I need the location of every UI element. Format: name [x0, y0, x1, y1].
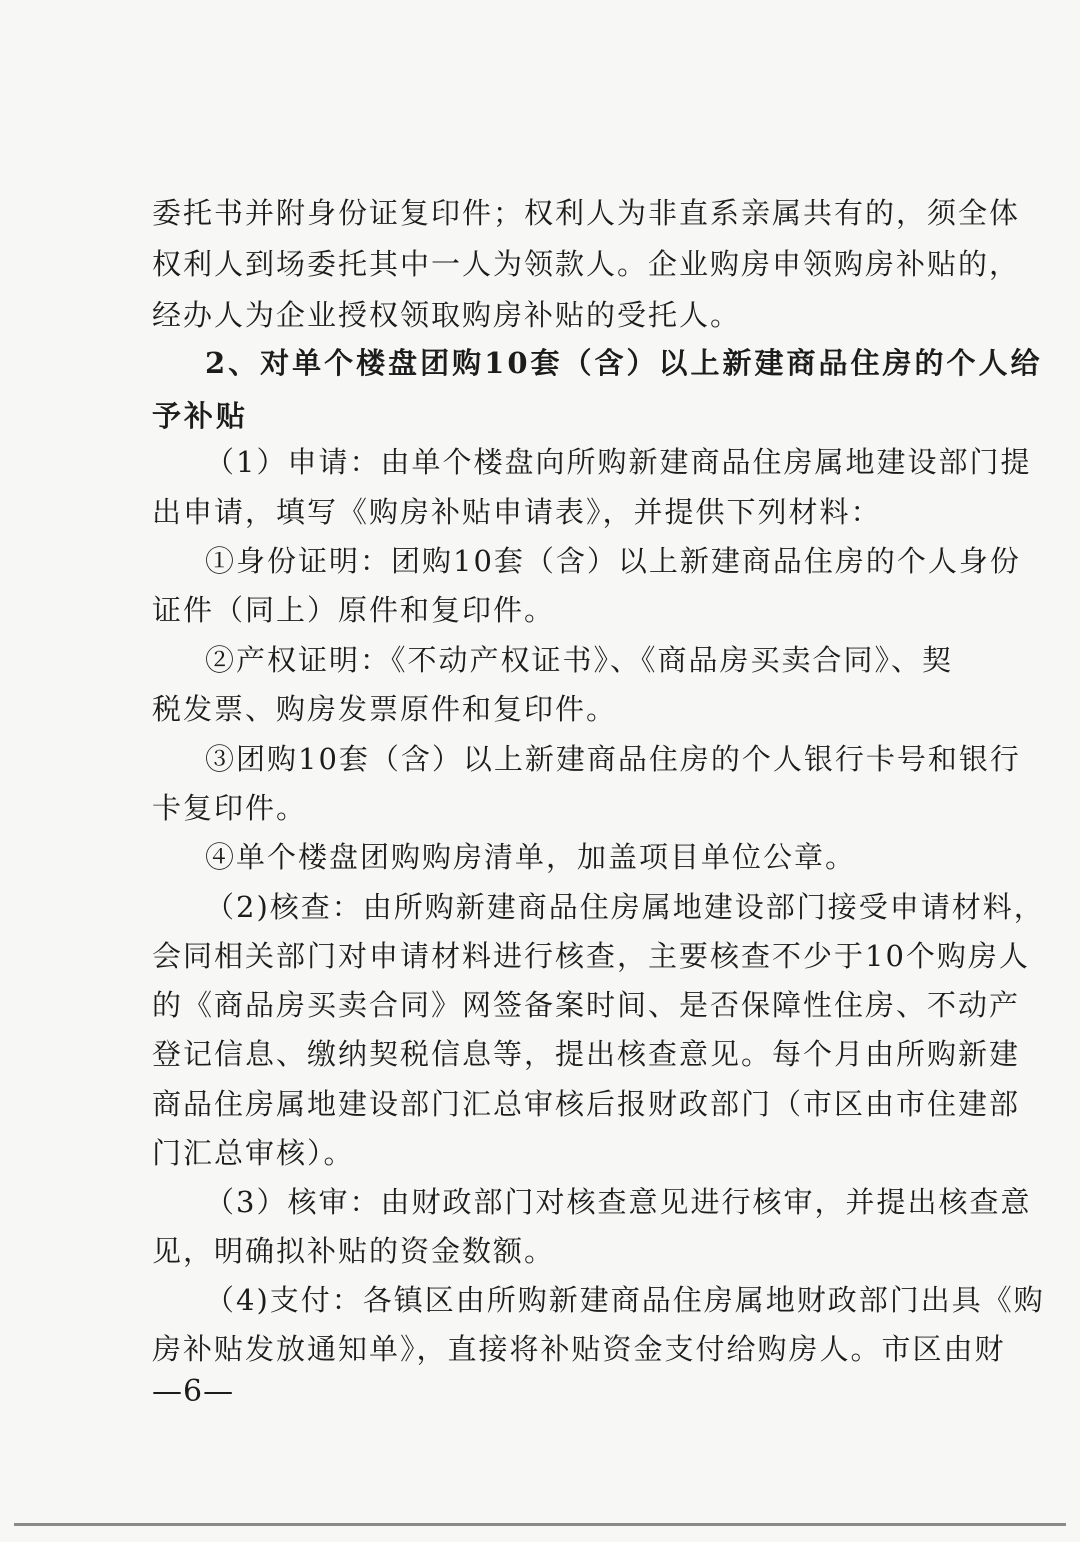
text-line: （3）核审：由财政部门对核查意见进行核审，并提出核查意 — [205, 1185, 1032, 1219]
section-heading: 2、对单个楼盘团购10套（含）以上新建商品住房的个人给 — [205, 346, 1043, 380]
text-line: 房补贴发放通知单》，直接将补贴资金支付给购房人。市区由财 — [152, 1332, 1006, 1366]
list-item: ④单个楼盘团购购房清单，加盖项目单位公章。 — [205, 840, 857, 874]
text-line: （1）申请：由单个楼盘向所购新建商品住房属地建设部门提 — [205, 445, 1032, 479]
text-line: 门汇总审核）。 — [152, 1136, 355, 1170]
text-line: 卡复印件。 — [152, 791, 308, 825]
text-line: 会同相关部门对申请材料进行核查，主要核查不少于10个购房人 — [152, 939, 1030, 973]
text-line: 权利人到场委托其中一人为领款人。企业购房申领购房补贴的， — [152, 247, 1021, 281]
bottom-divider — [14, 1523, 1066, 1526]
section-heading-continued: 予补贴 — [152, 399, 249, 433]
text-line: 委托书并附身份证复印件；权利人为非直系亲属共有的，须全体 — [152, 196, 1021, 230]
text-line: （2)核查：由所购新建商品住房属地建设部门接受申请材料， — [205, 890, 1045, 924]
list-item: ②产权证明：《不动产权证书》、《商品房买卖合同》、契 — [205, 643, 954, 677]
text-line: 登记信息、缴纳契税信息等，提出核查意见。每个月由所购新建 — [152, 1037, 1021, 1071]
text-line: 经办人为企业授权领取购房补贴的受托人。 — [152, 298, 742, 332]
text-line: 的《商品房买卖合同》网签备案时间、是否保障性住房、不动产 — [152, 988, 1021, 1022]
text-line: 出申请，填写《购房补贴申请表》，并提供下列材料： — [152, 495, 882, 529]
text-line: 见，明确拟补贴的资金数额。 — [152, 1234, 556, 1268]
list-item: ③团购10套（含）以上新建商品住房的个人银行卡号和银行 — [205, 742, 1021, 776]
text-line: （4)支付：各镇区由所购新建商品住房属地财政部门出具《购 — [205, 1283, 1045, 1317]
list-item: ①身份证明：团购10套（含）以上新建商品住房的个人身份 — [205, 544, 1021, 578]
text-line: 税发票、购房发票原件和复印件。 — [152, 692, 618, 726]
page-number: —6— — [152, 1374, 235, 1409]
text-line: 商品住房属地建设部门汇总审核后报财政部门（市区由市住建部 — [152, 1087, 1021, 1121]
text-line: 证件（同上）原件和复印件。 — [152, 593, 556, 627]
